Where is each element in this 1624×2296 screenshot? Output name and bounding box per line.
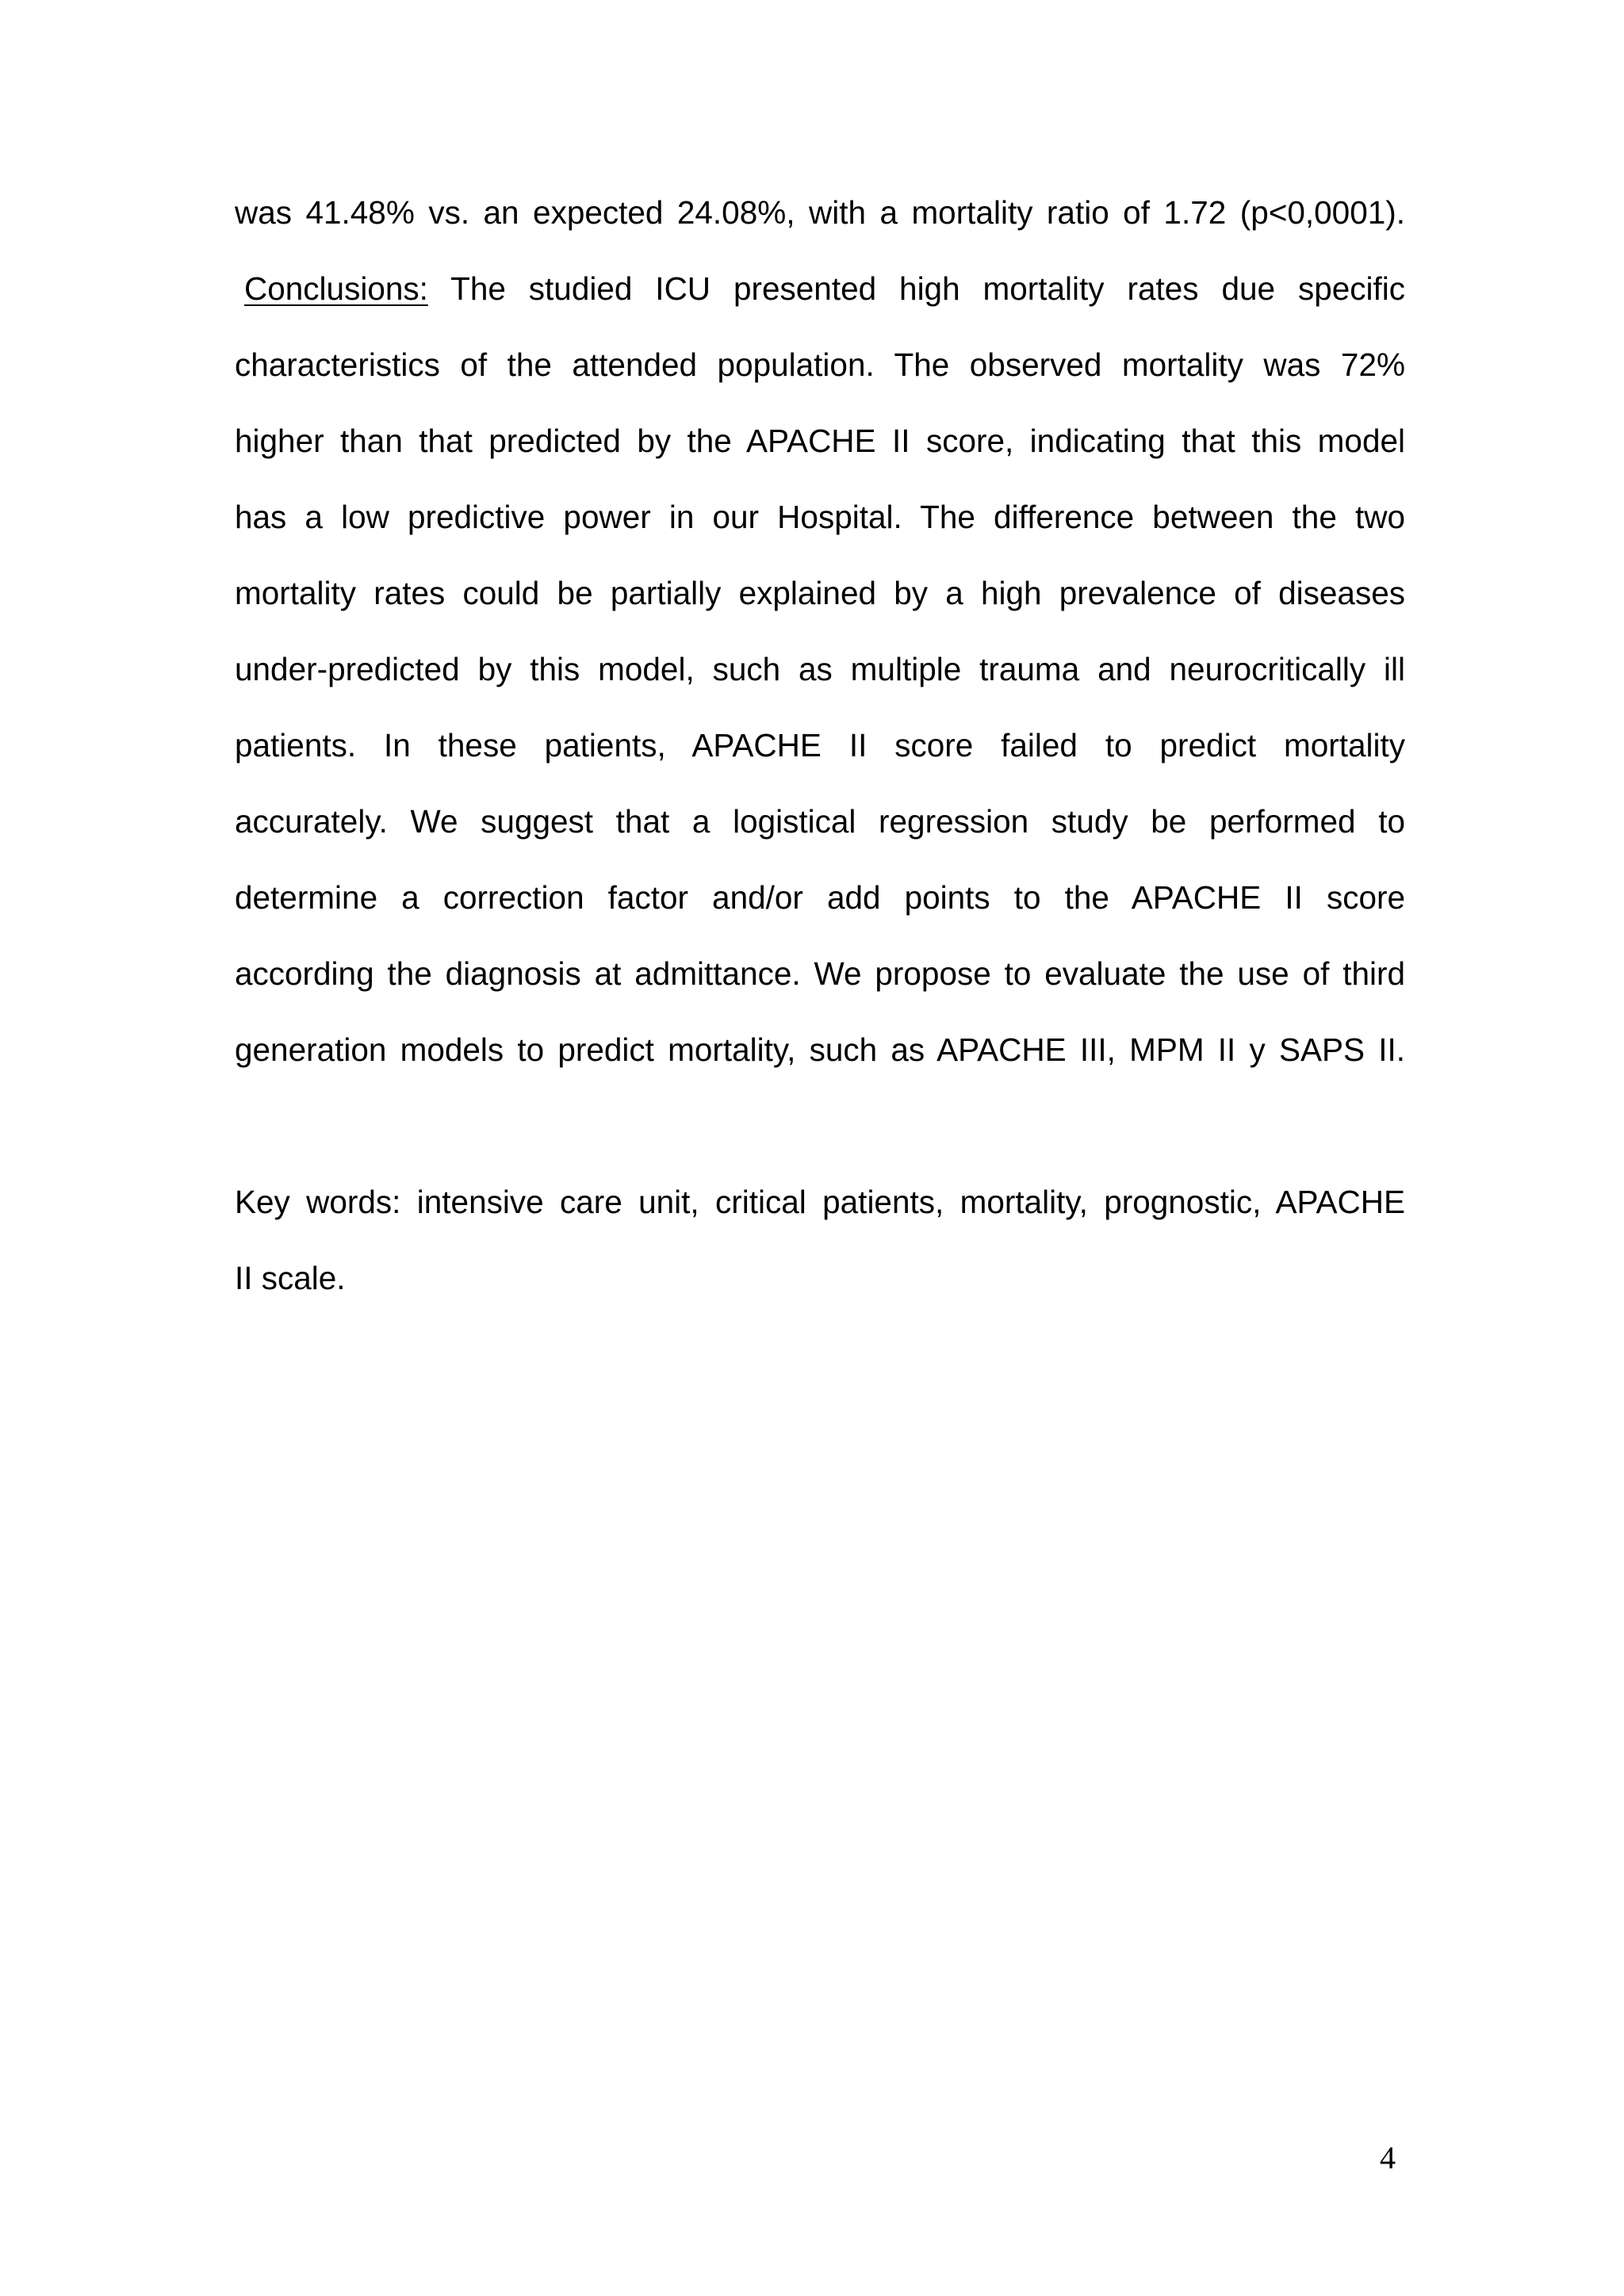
text-line: has a low predictive power in our Hospital. The difference between the two bbox=[235, 499, 1405, 535]
text-line: mortality rates could be partially explained by a high prevalence of diseases bbox=[235, 575, 1405, 611]
text-line: was 41.48% vs. an expected 24.08%, with a mortality ratio of 1.72 (p<0,0001). bbox=[235, 194, 1405, 231]
abstract-text bbox=[235, 184, 1405, 1326]
page-number: 4 bbox=[1380, 2140, 1396, 2175]
text-line: generation models to predict mortality, such as APACHE III, MPM II y SAPS II. bbox=[235, 1031, 1405, 1068]
text-line: higher than that predicted by the APACHE II score, indicating that this model bbox=[235, 423, 1405, 459]
keywords-line-end: II scale. bbox=[235, 1260, 346, 1296]
text-line: accurately. We suggest that a logistical regression study be performed to bbox=[235, 803, 1405, 840]
conclusions-line bbox=[235, 260, 1405, 336]
text-line: under-predicted by this model, such as multiple trauma and neurocritically ill bbox=[235, 651, 1405, 687]
conclusions-text: The studied ICU presented high mortality rates due specific bbox=[450, 270, 1405, 307]
text-line: characteristics of the attended population. The observed mortality was 72% bbox=[235, 346, 1405, 383]
keywords-line: Key words: intensive care unit, critical patients, mortality, prognostic, APACHE bbox=[235, 1184, 1405, 1220]
conclusions-heading: Conclusions: bbox=[244, 270, 428, 307]
text-line: patients. In these patients, APACHE II score failed to predict mortality bbox=[235, 727, 1405, 763]
text-line: according the diagnosis at admittance. We propose to evaluate the use of third bbox=[235, 955, 1405, 992]
text-line: determine a correction factor and/or add points to the APACHE II score bbox=[235, 879, 1405, 916]
